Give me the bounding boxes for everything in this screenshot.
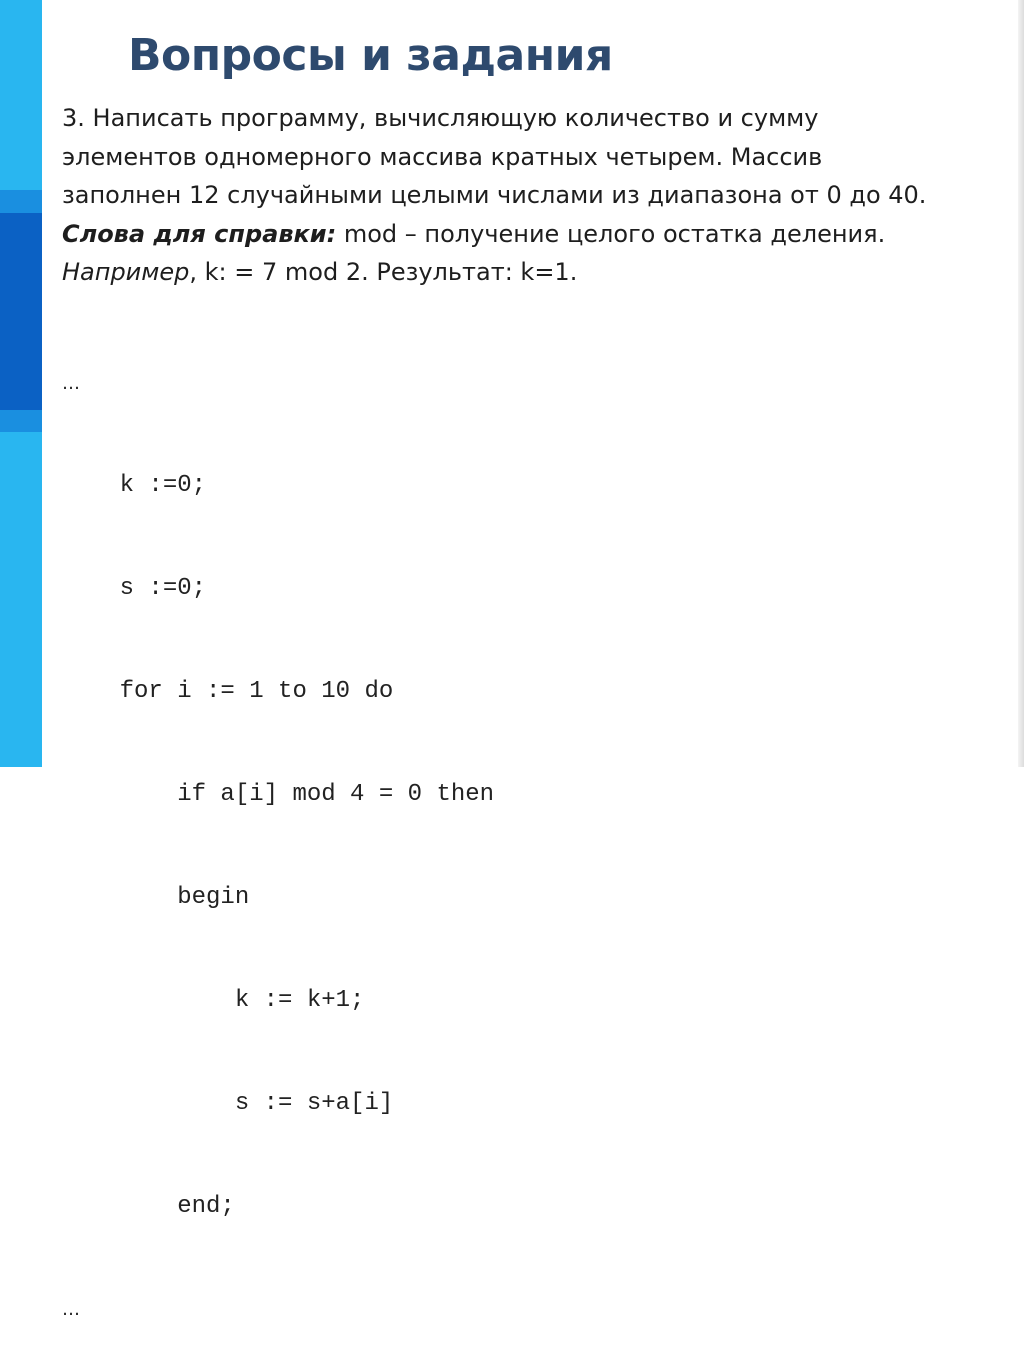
- code-listing: [62, 298, 494, 1361]
- page-edge-shadow: [1018, 0, 1024, 767]
- code-line: s := s+a[i]: [62, 1089, 394, 1117]
- slide-title: Вопросы и задания: [128, 30, 613, 81]
- code-line: for i := 1 to 10 do: [62, 678, 394, 706]
- side-band-segment: [0, 190, 42, 213]
- hint-line: [62, 215, 992, 254]
- code-line: begin: [62, 884, 250, 912]
- hint-text: mod – получение целого остатка деления.: [336, 219, 886, 248]
- task-line: элементов одномерного массива кратных четырем. Массив: [62, 142, 823, 171]
- code-line: if a[i] mod 4 = 0 then: [62, 781, 495, 809]
- side-accent-band: [0, 0, 42, 767]
- example-text: , k: = 7 mod 2. Результат: k=1.: [189, 258, 578, 286]
- code-line: …: [62, 372, 80, 394]
- task-text: [62, 99, 992, 292]
- hint-label: Слова для справки:: [62, 219, 337, 248]
- code-line: k := k+1;: [62, 986, 365, 1014]
- code-line: s :=0;: [62, 575, 207, 603]
- side-band-dark-segment: [0, 213, 42, 410]
- example-line: [62, 253, 992, 292]
- code-line: k :=0;: [62, 472, 207, 500]
- code-line: end;: [62, 1192, 235, 1220]
- code-line: …: [62, 1298, 80, 1320]
- task-line: заполнен 12 случайными целыми числами из диапазона от 0 до 40.: [62, 181, 927, 209]
- side-band-segment: [0, 410, 42, 432]
- example-label: Например: [62, 258, 190, 286]
- task-line: 3. Написать программу, вычисляющую количество и сумму: [62, 104, 819, 132]
